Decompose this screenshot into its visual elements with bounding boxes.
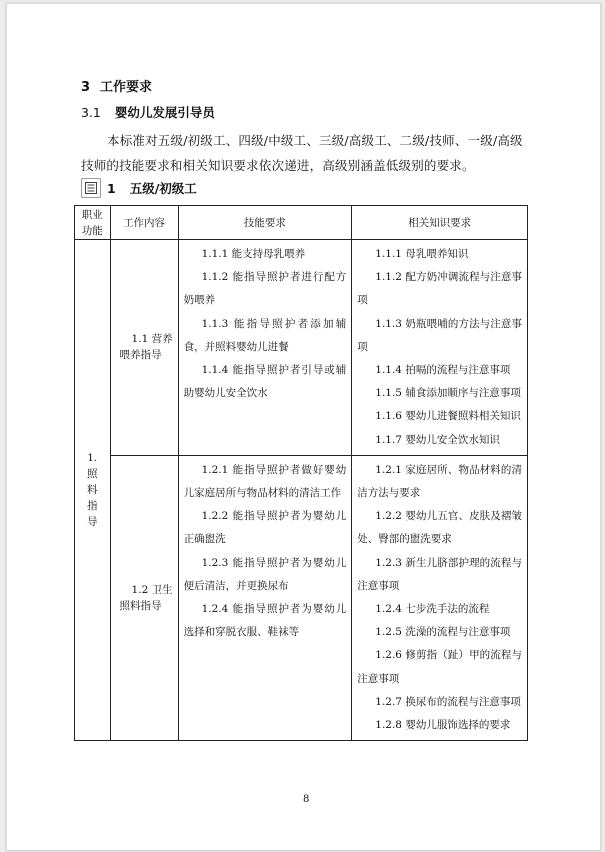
skill-item: 1.2.3 能指导照护者为婴幼儿便后清洁，并更换尿布	[183, 556, 347, 592]
subsection-title: 婴幼儿发展引导员	[114, 105, 215, 120]
skill-item: 1.1.1 能支持母乳喂养	[201, 248, 306, 260]
skill-item: 1.1.2 能指导照护者进行配方奶喂养	[183, 271, 347, 307]
skill-item: 1.1.3 能指导照护者添加辅食，并照料婴幼儿进餐	[183, 317, 347, 353]
page-number: 8	[303, 794, 310, 805]
skill-item: 1.2.2 能指导照护者为婴幼儿正确盥洗	[183, 510, 347, 546]
subsection-heading	[81, 103, 215, 121]
knowledge-item: 1.2.7 换尿布的流程与注意事项	[375, 695, 521, 708]
header-knowledge: 相关知识要求	[352, 206, 528, 240]
outline-toggle-button[interactable]	[81, 178, 101, 198]
knowledge-item: 1.1.3 奶瓶喂哺的方法与注意事项	[357, 317, 522, 353]
knowledge-item: 1.2.2 婴幼儿五官、皮肤及褶皱处、臀部的盥洗要求	[357, 510, 522, 546]
knowledge-item: 1.1.6 婴幼儿进餐照料相关知识	[375, 410, 521, 423]
content-label: 1.2 卫生照料指导	[119, 584, 173, 613]
knowledge-cell	[352, 455, 528, 740]
table-header-row	[75, 206, 528, 240]
table-row	[75, 240, 528, 456]
function-cell	[75, 240, 111, 741]
section-heading	[81, 76, 152, 95]
header-content: 工作内容	[110, 206, 178, 240]
skill-item: 1.1.4 能指导照护者引导或辅助婴幼儿安全饮水	[183, 364, 347, 400]
content-label: 1.1 营养喂养指导	[119, 333, 173, 362]
outline-icon	[85, 182, 97, 194]
knowledge-item: 1.2.3 新生儿脐部护理的流程与注意事项	[357, 556, 522, 592]
skill-cell	[178, 240, 352, 456]
function-label: 1. 照料指导	[87, 452, 98, 529]
requirements-table	[74, 205, 528, 741]
knowledge-item: 1.1.5 辅食添加顺序与注意事项	[375, 387, 521, 400]
header-skill: 技能要求	[178, 206, 352, 240]
knowledge-item: 1.2.8 婴幼儿服饰选择的要求	[375, 719, 511, 732]
intro-paragraph: 本标准对五级/初级工、四级/中级工、三级/高级工、二级/技师、一级/高级技师的技能要求和相关知识要求依次递进，高级别涵盖低级别的要求。	[81, 133, 523, 173]
section-number: 3	[81, 80, 91, 95]
content-cell	[110, 240, 178, 456]
knowledge-item: 1.1.1 母乳喂养知识	[375, 248, 469, 260]
knowledge-item: 1.2.4 七步洗手法的流程	[375, 603, 490, 616]
skill-cell	[178, 455, 352, 740]
subsubsection-number: 1	[107, 180, 116, 196]
section-title: 工作要求	[100, 80, 153, 95]
knowledge-item: 1.2.6 修剪指（趾）甲的流程与注意事项	[357, 649, 522, 685]
header-function: 职业功能	[75, 206, 111, 240]
table-row	[75, 455, 528, 740]
knowledge-item: 1.1.7 婴幼儿安全饮水知识	[375, 433, 500, 446]
subsubsection-title: 五级/初级工	[129, 181, 197, 196]
subsection-number: 3.1	[81, 105, 101, 120]
knowledge-item: 1.1.2 配方奶冲调流程与注意事项	[357, 271, 522, 307]
skill-item: 1.2.4 能指导照护者为婴幼儿选择和穿脱衣服、鞋袜等	[183, 603, 347, 639]
knowledge-item: 1.2.1 家庭居所、物品材料的清洁方法与要求	[357, 463, 522, 500]
content-cell	[110, 455, 178, 740]
document-page	[6, 3, 601, 851]
knowledge-cell	[352, 240, 528, 456]
knowledge-item: 1.1.4 拍嗝的流程与注意事项	[375, 364, 511, 377]
skill-item: 1.2.1 能指导照护者做好婴幼儿家庭居所与物品材料的清洁工作	[183, 463, 347, 500]
knowledge-item: 1.2.5 洗澡的流程与注意事项	[375, 626, 511, 639]
subsubsection-heading	[81, 178, 197, 198]
